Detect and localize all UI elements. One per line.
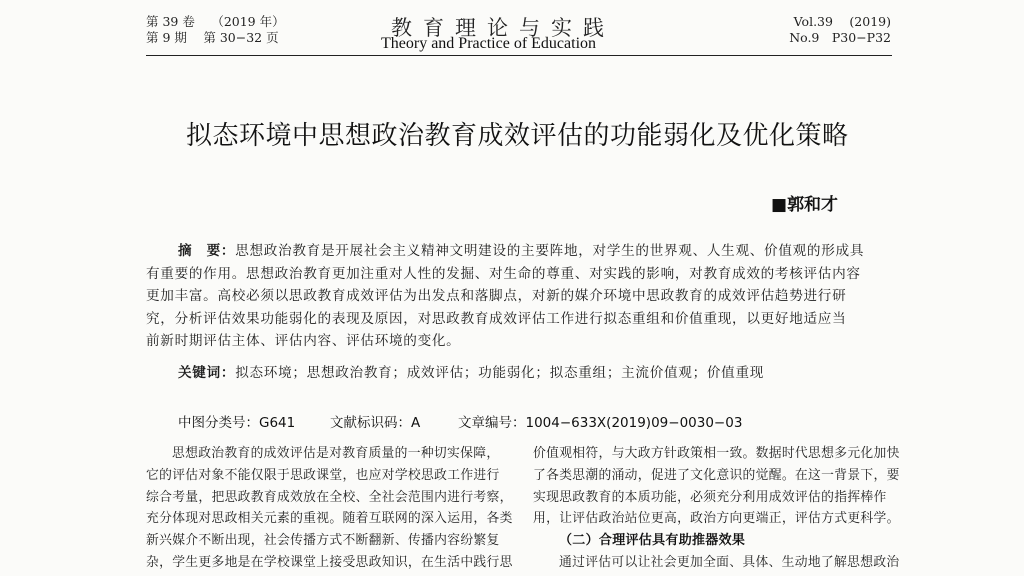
abstract-line: 前新时期评估主体、评估内容、评估环境的变化。 <box>146 333 461 349</box>
document-code: 文献标识码：A <box>330 415 421 431</box>
abstract-line: 更加丰富。高校必须以思政教育成效评估为出发点和落脚点，对新的媒介环境中思政教育的成效评估趋势进行研 <box>146 288 847 304</box>
body-line: 充分体现对思政相关元素的重视。随着互联网的深入运用，各类 <box>146 511 513 527</box>
abstract-line: 究，分析评估效果功能弱化的表现及原因，对思政教育成效评估工作进行拟态重组和价值重现，以更好地适应当 <box>146 310 847 327</box>
abstract <box>146 240 864 353</box>
body-line: 新兴媒介不断出现，社会传播方式不断翻新、传播内容纷繁复 <box>146 533 500 549</box>
journal-title-cn: 教育理论与实践 <box>391 16 615 40</box>
author-marker: ■ <box>771 195 788 215</box>
clc-number: 中图分类号：G641 <box>178 415 296 431</box>
body-line: 实现思政教育的本质功能，必须充分利用成效评估的指挥棒作 <box>533 489 887 505</box>
author-line <box>771 190 838 215</box>
body-line: 价值观相符，与大政方针政策相一致。数据时代思想多元化加快 <box>533 446 900 461</box>
abstract-line: 有重要的作用。思想政治教育更加注重对人性的发掘、对生命的尊重、对实践的影响，对教育成效的考核评估内容 <box>146 265 861 282</box>
vol-year-en: Vol.39 (2019) <box>793 14 891 29</box>
body-line: 杂，学生更多地是在学校课堂上接受思政知识，在生活中践行思 <box>146 554 513 570</box>
issue-pages-label: 第 9 期 第 30−32 页 <box>146 30 279 45</box>
keywords-text: 拟态环境；思想政治教育；成效评估；功能弱化；拟态重组；主流价值观；价值重现 <box>235 365 765 381</box>
no-pages-en: No.9 P30−P32 <box>789 30 891 45</box>
abstract-line: 摘 要：思想政治教育是开展社会主义精神文明建设的主要阵地，对学生的世界观、人生观、价值观的形成具 <box>178 243 865 259</box>
keywords-label: 关键词： <box>178 365 236 381</box>
body-line: 用，让评估政治站位更高，政治方向更端正，评估方式更科学。 <box>533 511 900 527</box>
body-line: 它的评估对象不能仅限于思政课堂，也应对学校思政工作进行 <box>146 467 500 483</box>
body-left-column <box>146 443 513 574</box>
body-right-column <box>533 443 900 574</box>
keywords <box>178 362 764 385</box>
volume-year-label: 第 39 卷 （2019 年） <box>146 14 285 29</box>
body-line: 了各类思潮的涌动，促进了文化意识的觉醒。在这一背景下，要 <box>533 467 900 483</box>
body-line: 通过评估可以让社会更加全面、具体、生动地了解思想政治 <box>559 554 900 570</box>
header-rule <box>146 55 892 56</box>
body-line: 综合考量，把思政教育成效放在全校、全社会范围内进行考察， <box>146 489 513 505</box>
author-name: 郭和才 <box>787 195 839 215</box>
article-number: 文章编号：1004−633X(2019)09−0030−03 <box>458 415 743 431</box>
section-heading: （二）合理评估具有助推器效果 <box>559 533 746 549</box>
journal-title-en: Theory and Practice of Education <box>381 35 597 52</box>
article-title: 拟态环境中思想政治教育成效评估的功能弱化及优化策略 <box>186 121 849 151</box>
body-line: 思想政治教育的成效评估是对教育质量的一种切实保障， <box>172 446 500 461</box>
abstract-label: 摘 要： <box>178 243 236 259</box>
